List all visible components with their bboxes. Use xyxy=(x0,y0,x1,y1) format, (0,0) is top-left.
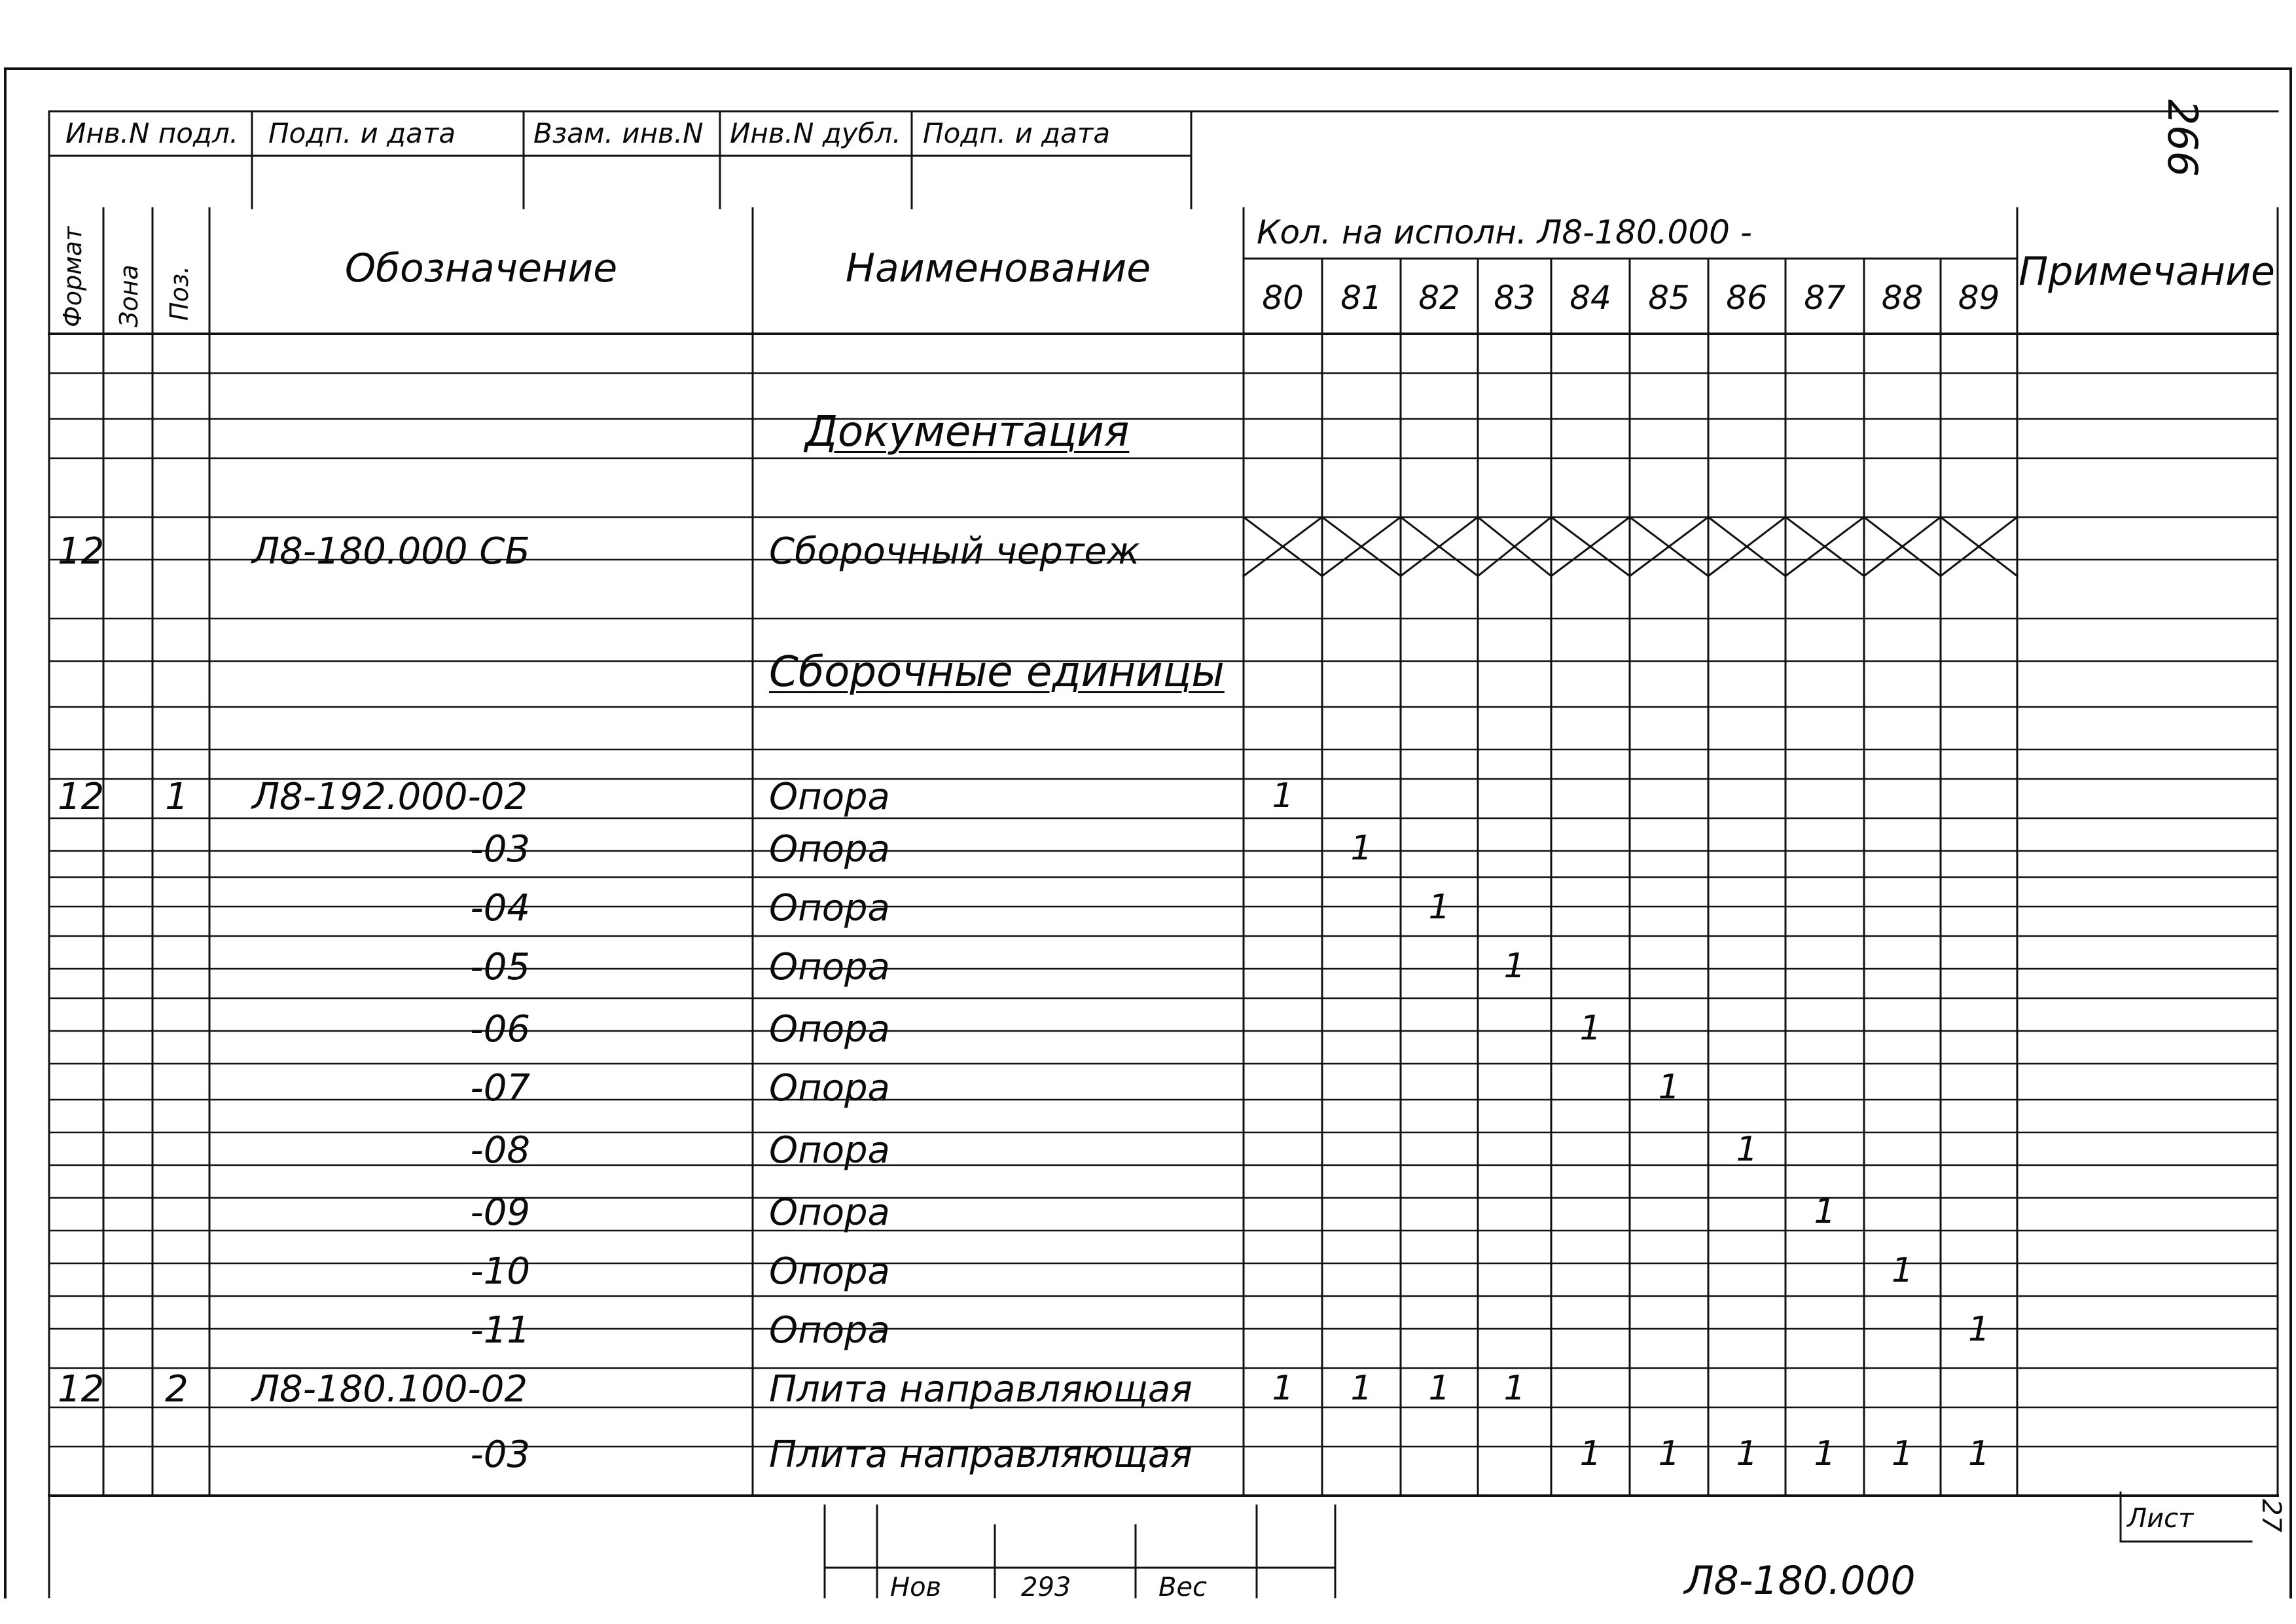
qty-value: 1 xyxy=(1272,1369,1294,1408)
qty-value: 1 xyxy=(1579,1009,1602,1048)
row-designation: -09 xyxy=(470,1191,530,1234)
title-cell: Вес xyxy=(1158,1572,1208,1602)
doc-code: Л8-180.000 xyxy=(1684,1558,1916,1604)
qty-value: 1 xyxy=(1967,1310,1990,1349)
row-designation: -04 xyxy=(470,887,530,929)
row-designation: Л8-180.000 СБ xyxy=(252,530,530,573)
row-designation: -11 xyxy=(470,1309,530,1352)
row-name: Опора xyxy=(769,828,890,871)
header-variant-81: 81 xyxy=(1340,279,1382,317)
row-designation: -10 xyxy=(470,1250,530,1293)
row-name: Опора xyxy=(769,1067,890,1110)
qty-value: 1 xyxy=(1891,1251,1914,1290)
row-name: Опора xyxy=(769,1309,890,1352)
header-format: Формат xyxy=(58,226,87,327)
header-variant-84: 84 xyxy=(1570,279,1611,317)
header-zona: Зона xyxy=(115,264,143,327)
qty-value: 1 xyxy=(1350,829,1372,868)
header-variant-87: 87 xyxy=(1804,279,1846,317)
title-cell: 293 xyxy=(1021,1572,1071,1602)
row-name: Сборочный чертеж xyxy=(769,530,1140,573)
qty-value: 1 xyxy=(1891,1434,1914,1473)
row-name: Опора xyxy=(769,1008,890,1051)
qty-value: 1 xyxy=(1579,1434,1602,1473)
qty-value: 1 xyxy=(1814,1434,1836,1473)
row-format: 12 xyxy=(58,530,105,573)
row-poz: 2 xyxy=(165,1368,188,1411)
row-name: Опора xyxy=(769,887,890,929)
qty-value: 1 xyxy=(1814,1192,1836,1231)
row-format: 12 xyxy=(58,776,105,818)
header-variant-86: 86 xyxy=(1726,279,1768,317)
row-designation: -05 xyxy=(470,946,530,988)
row-designation: -03 xyxy=(470,828,530,871)
row-designation: Л8-180.100-02 xyxy=(252,1368,528,1411)
stamp-vzam-inv: Взам. инв.N xyxy=(533,117,704,149)
row-name: Опора xyxy=(769,1191,890,1234)
qty-value: 1 xyxy=(1736,1434,1758,1473)
qty-value: 1 xyxy=(1503,947,1526,986)
qty-value: 1 xyxy=(1428,888,1450,927)
header-poz: Поз. xyxy=(165,265,194,321)
qty-value: 1 xyxy=(1967,1434,1990,1473)
header-variant-83: 83 xyxy=(1494,279,1535,317)
row-designation: -03 xyxy=(470,1434,530,1476)
row-name: Плита направляющая xyxy=(769,1434,1193,1476)
section-documentation: Документация xyxy=(805,408,1130,456)
header-variant-82: 82 xyxy=(1418,279,1460,317)
header-variant-88: 88 xyxy=(1881,279,1924,317)
row-designation: -08 xyxy=(470,1129,530,1172)
header-note: Примечание xyxy=(2018,249,2275,295)
qty-value: 1 xyxy=(1658,1068,1680,1107)
page-number: 266 xyxy=(2159,99,2207,177)
stamp-podp-data: Подп. и дата xyxy=(268,117,456,149)
header-name: Наименование xyxy=(845,245,1151,291)
qty-value: 1 xyxy=(1736,1130,1758,1169)
row-format: 12 xyxy=(58,1368,105,1411)
sheet-number: 27 xyxy=(2256,1499,2286,1532)
header-variant-89: 89 xyxy=(1958,279,2000,317)
stamp-inv-podl: Инв.N подл. xyxy=(65,117,239,149)
row-designation: -06 xyxy=(470,1008,530,1051)
stamp-podp-data-2: Подп. и дата xyxy=(923,117,1111,149)
qty-value: 1 xyxy=(1658,1434,1680,1473)
stamp-inv-dubl: Инв.N дубл. xyxy=(730,117,901,149)
qty-value: 1 xyxy=(1428,1369,1450,1408)
qty-value: 1 xyxy=(1272,776,1294,816)
header-qty-group: Кол. на исполн. Л8-180.000 - xyxy=(1257,213,1752,251)
section-assembly-units: Сборочные единицы xyxy=(769,648,1225,696)
row-name: Плита направляющая xyxy=(769,1368,1193,1411)
sheet-label: Лист xyxy=(2127,1504,2194,1534)
qty-value: 1 xyxy=(1503,1369,1526,1408)
title-cell: Нов xyxy=(890,1572,942,1602)
header-variant-85: 85 xyxy=(1648,279,1690,317)
row-designation: Л8-192.000-02 xyxy=(252,776,528,818)
row-name: Опора xyxy=(769,946,890,988)
row-name: Опора xyxy=(769,776,890,818)
header-designation: Обозначение xyxy=(344,245,618,291)
row-name: Опора xyxy=(769,1250,890,1293)
row-name: Опора xyxy=(769,1129,890,1172)
row-designation: -07 xyxy=(470,1067,530,1110)
row-poz: 1 xyxy=(165,776,188,818)
header-variant-80: 80 xyxy=(1262,279,1304,317)
qty-value: 1 xyxy=(1350,1369,1372,1408)
